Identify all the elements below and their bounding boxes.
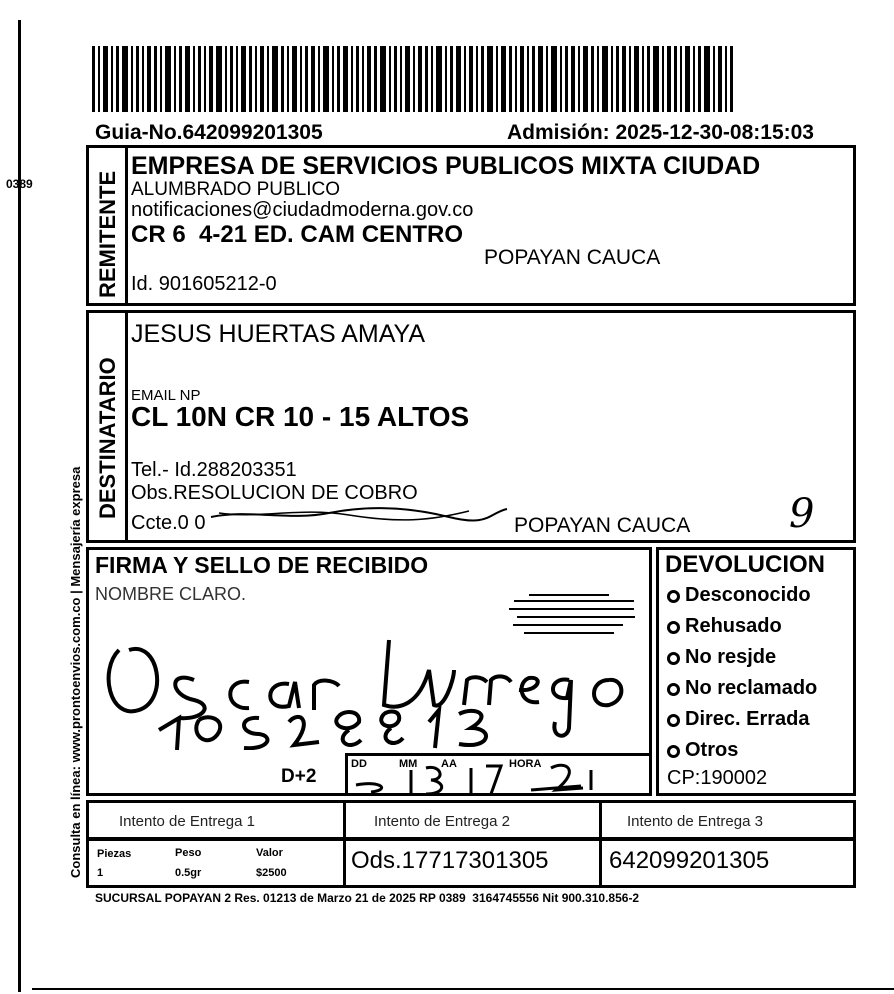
sender-department: ALUMBRADO PUBLICO <box>131 179 341 200</box>
barcode-bar <box>413 46 415 112</box>
barcode-bar <box>464 46 466 112</box>
barcode-bar <box>662 46 664 112</box>
recipient-section-label: DESTINATARIO <box>95 357 120 519</box>
recipient-email: EMAIL NP <box>131 387 201 404</box>
option-label: Rehusado <box>685 615 782 637</box>
barcode-bar <box>571 46 575 112</box>
sender-id: Id. 901605212-0 <box>131 273 277 295</box>
barcode-bar <box>425 46 428 112</box>
recipient-section <box>86 310 856 543</box>
barcode-bar <box>305 46 308 112</box>
date-label-month: MM <box>399 758 418 770</box>
barcode-bar <box>693 46 695 112</box>
barcode-bar <box>204 46 206 112</box>
barcode <box>92 46 742 112</box>
barcode-bar <box>578 46 580 112</box>
barcode-bar <box>450 46 453 112</box>
barcode-bar <box>469 46 473 112</box>
barcode-bar <box>560 46 562 112</box>
barcode-bar <box>476 46 478 112</box>
barcode-bar <box>165 46 171 112</box>
sender-city: POPAYAN CAUCA <box>484 246 661 269</box>
radio-circle-icon <box>667 714 680 727</box>
vertical-site-text: Consulta en línea: www.prontoenvios.com.co | Mensajería expresa <box>68 466 83 878</box>
date-label-day: DD <box>351 758 367 770</box>
barcode-bar <box>698 46 701 112</box>
radio-circle-icon <box>667 621 680 634</box>
barcode-bar <box>287 46 289 112</box>
return-option-no-reside[interactable] <box>667 642 817 673</box>
return-option-desconocido[interactable] <box>667 580 817 611</box>
recipient-obs: Obs.RESOLUCION DE COBRO <box>131 482 418 504</box>
barcode-bar <box>216 46 222 112</box>
barcode-bar <box>236 46 238 112</box>
sender-company: EMPRESA DE SERVICIOS PUBLICOS MIXTA CIUDAD <box>131 152 761 180</box>
receipt-name-label: NOMBRE CLARO. <box>95 584 247 604</box>
barcode-bar <box>622 46 626 112</box>
barcode-bar <box>131 46 133 112</box>
detail-divider-1 <box>343 841 346 885</box>
barcode-bar <box>367 46 371 112</box>
barcode-bar <box>685 46 690 112</box>
barcode-bar <box>179 46 182 112</box>
barcode-bar <box>629 46 631 112</box>
recipient-divider <box>125 313 128 540</box>
barcode-bar <box>405 46 410 112</box>
barcode-bar <box>225 46 227 112</box>
sender-address: CR 6 4-21 ED. CAM CENTRO <box>131 221 464 248</box>
barcode-bar <box>380 46 386 112</box>
barcode-bar <box>362 46 364 112</box>
attempts-row <box>86 800 856 840</box>
sender-section-label: REMITENTE <box>95 170 120 298</box>
guide-number: 642099201305 <box>609 847 770 874</box>
barcode-bar <box>515 46 517 112</box>
recipient-tel-id: Tel.- Id.288203351 <box>131 459 297 481</box>
footer-text: SUCURSAL POPAYAN 2 Res. 01213 de Marzo 21 de 2025 RP 0389 3164745556 Nit 900.310.856-2 <box>95 891 640 905</box>
handwritten-signature <box>99 610 639 750</box>
barcode-bar <box>394 46 397 112</box>
barcode-bar <box>400 46 402 112</box>
barcode-bar <box>351 46 353 112</box>
barcode-bar <box>532 46 535 112</box>
option-label: No resjde <box>685 646 777 668</box>
barcode-bar <box>272 46 278 112</box>
barcode-bar <box>260 46 264 112</box>
option-label: Otros <box>685 739 739 761</box>
barcode-bar <box>436 46 442 112</box>
admission-label: Admisión: 2025-12-30-08:15:03 <box>507 121 814 144</box>
time-label: HORA <box>509 758 542 770</box>
barcode-bar <box>667 46 671 112</box>
barcode-bar <box>142 46 144 112</box>
pieces-header: Piezas <box>97 848 132 860</box>
barcode-bar <box>193 46 195 112</box>
barcode-bar <box>292 46 297 112</box>
return-options <box>667 580 817 766</box>
option-label: No reclamado <box>685 677 818 699</box>
attempt-2-label: Intento de Entrega 2 <box>374 813 510 830</box>
attempt-divider-2 <box>599 803 602 837</box>
barcode-bar <box>116 46 119 112</box>
radio-circle-icon <box>667 683 680 696</box>
barcode-bar <box>249 46 252 112</box>
barcode-bar <box>642 46 644 112</box>
barcode-bar <box>591 46 594 112</box>
postal-code: CP:190002 <box>667 767 768 789</box>
barcode-bar <box>92 46 95 112</box>
barcode-bar <box>209 46 213 112</box>
barcode-bar <box>487 46 493 112</box>
barcode-bar <box>98 46 100 112</box>
attempt-1-label: Intento de Entrega 1 <box>119 813 255 830</box>
barcode-bar <box>281 46 284 112</box>
sender-email: notificaciones@ciudadmoderna.gov.co <box>131 199 474 221</box>
option-label: Desconocido <box>685 584 811 606</box>
barcode-bar <box>704 46 710 112</box>
weight-value: 0.5gr <box>175 867 202 879</box>
option-label: Direc. Errada <box>685 708 810 730</box>
side-code: 0389 <box>6 177 33 191</box>
barcode-bar <box>718 46 722 112</box>
handwritten-mark: 9 <box>789 491 815 537</box>
detail-divider-2 <box>599 841 602 885</box>
sender-divider <box>125 148 128 303</box>
barcode-bar <box>185 46 190 112</box>
barcode-bar <box>198 46 201 112</box>
barcode-bar <box>456 46 461 112</box>
barcode-bar <box>725 46 727 112</box>
barcode-bar <box>230 46 233 112</box>
barcode-bar <box>680 46 682 112</box>
radio-circle-icon <box>667 590 680 603</box>
barcode-bar <box>160 46 162 112</box>
barcode-bar <box>374 46 377 112</box>
barcode-bar <box>481 46 484 112</box>
return-option-direc-errada[interactable] <box>667 704 817 735</box>
details-row <box>86 838 856 888</box>
recipient-city: POPAYAN CAUCA <box>514 514 691 537</box>
barcode-bar <box>136 46 139 112</box>
barcode-bar <box>653 46 659 112</box>
barcode-bar <box>538 46 543 112</box>
radio-circle-icon <box>667 745 680 758</box>
service-code: D+2 <box>281 766 317 787</box>
receipt-title: FIRMA Y SELLO DE RECIBIDO <box>95 552 429 578</box>
barcode-bar <box>602 46 608 112</box>
radio-circle-icon <box>667 652 680 665</box>
barcode-bar <box>546 46 548 112</box>
datetime-strip-left <box>345 753 348 793</box>
page-bottom-edge <box>32 988 894 990</box>
barcode-bar <box>611 46 613 112</box>
return-option-no-reclamado[interactable] <box>667 673 817 704</box>
weight-header: Peso <box>175 847 202 859</box>
barcode-bar <box>527 46 529 112</box>
barcode-bar <box>103 46 108 112</box>
attempt-3-label: Intento de Entrega 3 <box>627 813 763 830</box>
barcode-bar <box>496 46 498 112</box>
barcode-bar <box>332 46 334 112</box>
barcode-bar <box>730 46 733 112</box>
barcode-bar <box>311 46 315 112</box>
value-header: Valor <box>256 847 283 859</box>
return-section <box>656 547 856 796</box>
ink-smudge-scribble <box>209 495 509 525</box>
return-option-rehusado[interactable] <box>667 611 817 642</box>
barcode-bar <box>713 46 715 112</box>
barcode-bar <box>674 46 677 112</box>
barcode-bar <box>616 46 619 112</box>
value-amount: $2500 <box>256 867 287 879</box>
receipt-section <box>86 547 652 796</box>
recipient-address: CL 10N CR 10 - 15 ALTOS <box>131 401 470 432</box>
barcode-bar <box>597 46 599 112</box>
barcode-bar <box>174 46 176 112</box>
guide-number-label: Guia-No.642099201305 <box>95 121 323 144</box>
date-label-year: AA <box>441 758 457 770</box>
barcode-bar <box>445 46 447 112</box>
barcode-bar <box>267 46 269 112</box>
barcode-bar <box>154 46 157 112</box>
barcode-bar <box>318 46 320 112</box>
barcode-bar <box>431 46 433 112</box>
barcode-bar <box>147 46 151 112</box>
barcode-bar <box>122 46 128 112</box>
barcode-bar <box>111 46 113 112</box>
barcode-bar <box>520 46 524 112</box>
handwritten-date <box>351 750 611 795</box>
order-number: Ods.17717301305 <box>351 847 549 874</box>
barcode-bar <box>323 46 329 112</box>
barcode-bar <box>634 46 639 112</box>
barcode-bar <box>241 46 246 112</box>
barcode-bar <box>343 46 348 112</box>
barcode-bar <box>337 46 340 112</box>
barcode-bar <box>647 46 650 112</box>
attempt-divider-1 <box>343 803 346 837</box>
barcode-bar <box>565 46 568 112</box>
barcode-bar <box>356 46 359 112</box>
sender-section <box>86 145 856 306</box>
barcode-bar <box>300 46 302 112</box>
barcode-bar <box>501 46 506 112</box>
return-option-otros[interactable] <box>667 735 817 766</box>
barcode-bar <box>255 46 257 112</box>
recipient-name: JESUS HUERTAS AMAYA <box>131 320 426 348</box>
barcode-bar <box>551 46 557 112</box>
barcode-bar <box>583 46 588 112</box>
return-title: DEVOLUCION <box>665 551 826 578</box>
recipient-ccte: Ccte.0 0 <box>131 512 206 534</box>
pieces-value: 1 <box>97 867 104 879</box>
page-left-edge <box>18 20 21 992</box>
barcode-bar <box>418 46 422 112</box>
barcode-bar <box>509 46 512 112</box>
barcode-bar <box>389 46 391 112</box>
